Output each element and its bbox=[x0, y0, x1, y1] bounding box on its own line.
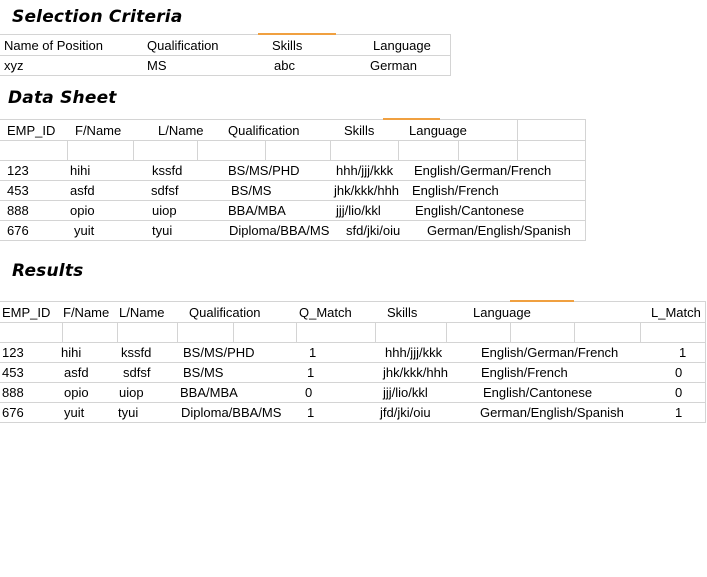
data-sheet-cell: sdfsf bbox=[151, 183, 179, 198]
selection-value-skills: abc bbox=[274, 58, 295, 73]
results-cell: 676 bbox=[2, 405, 24, 420]
data-sheet-cell: jhk/kkk/hhh bbox=[334, 183, 400, 198]
results-cell: jjj/lio/kkl bbox=[383, 385, 428, 400]
results-cell: 1 bbox=[309, 345, 317, 360]
results-cell: English/French bbox=[481, 365, 568, 380]
results-header-q-match: Q_Match bbox=[299, 305, 352, 320]
data-sheet-header-language: Language bbox=[409, 123, 467, 138]
data-sheet-header-qualification: Qualification bbox=[228, 123, 300, 138]
results-cell: uiop bbox=[119, 385, 144, 400]
data-sheet-cell: uiop bbox=[152, 203, 177, 218]
results-cell: asfd bbox=[64, 365, 89, 380]
results-cell: 1 bbox=[307, 365, 315, 380]
results-cell: BS/MS bbox=[183, 365, 224, 380]
results-cell: English/German/French bbox=[481, 345, 619, 360]
results-cell: Diploma/BBA/MS bbox=[181, 405, 282, 420]
results-cell: 1 bbox=[307, 405, 315, 420]
data-sheet-cell: BBA/MBA bbox=[228, 203, 286, 218]
data-sheet-cell: BS/MS/PHD bbox=[228, 163, 300, 178]
results-header-l-match: L_Match bbox=[651, 305, 701, 320]
selection-criteria-title: Selection Criteria bbox=[12, 7, 183, 27]
results-cell: BBA/MBA bbox=[180, 385, 238, 400]
data-sheet-cell: kssfd bbox=[152, 163, 183, 178]
results-cell: 0 bbox=[675, 385, 683, 400]
data-sheet-cell: German/English/Spanish bbox=[427, 223, 571, 238]
data-sheet-cell: English/German/French bbox=[414, 163, 552, 178]
results-cell: 888 bbox=[2, 385, 24, 400]
data-sheet-cell: 676 bbox=[7, 223, 29, 238]
results-cell: 1 bbox=[675, 405, 683, 420]
data-sheet-cell: English/Cantonese bbox=[415, 203, 525, 218]
results-header-skills: Skills bbox=[387, 305, 418, 320]
results-cell: sdfsf bbox=[123, 365, 151, 380]
data-sheet-cell: asfd bbox=[70, 183, 95, 198]
results-cell: German/English/Spanish bbox=[480, 405, 624, 420]
data-sheet-header-lname: L/Name bbox=[158, 123, 204, 138]
selection-header-position: Name of Position bbox=[4, 38, 103, 53]
results-cell: 0 bbox=[305, 385, 313, 400]
results-cell: opio bbox=[64, 385, 89, 400]
data-sheet-cell: hihi bbox=[70, 163, 91, 178]
results-cell: hihi bbox=[61, 345, 82, 360]
data-sheet-cell: BS/MS bbox=[231, 183, 272, 198]
results-cell: jhk/kkk/hhh bbox=[383, 365, 449, 380]
results-cell: BS/MS/PHD bbox=[183, 345, 255, 360]
results-cell: yuit bbox=[64, 405, 85, 420]
results-header-qualification: Qualification bbox=[189, 305, 261, 320]
data-sheet-header-emp-id: EMP_ID bbox=[7, 123, 56, 138]
selection-value-qualification: MS bbox=[147, 58, 167, 73]
results-header-emp-id: EMP_ID bbox=[2, 305, 51, 320]
data-sheet-cell: yuit bbox=[74, 223, 95, 238]
data-sheet-cell: opio bbox=[70, 203, 95, 218]
selection-value-language: German bbox=[370, 58, 417, 73]
selection-header-skills: Skills bbox=[272, 38, 303, 53]
results-cell: English/Cantonese bbox=[483, 385, 593, 400]
results-header-language: Language bbox=[473, 305, 531, 320]
data-sheet-cell: 123 bbox=[7, 163, 29, 178]
data-sheet-cell: Diploma/BBA/MS bbox=[229, 223, 330, 238]
results-cell: jfd/jki/oiu bbox=[380, 405, 431, 420]
results-cell: hhh/jjj/kkk bbox=[385, 345, 443, 360]
results-cell: 1 bbox=[679, 345, 687, 360]
data-sheet-cell: English/French bbox=[412, 183, 499, 198]
selection-header-qualification: Qualification bbox=[147, 38, 219, 53]
data-sheet-cell: 888 bbox=[7, 203, 29, 218]
data-sheet-cell: hhh/jjj/kkk bbox=[336, 163, 394, 178]
selection-value-position: xyz bbox=[4, 58, 24, 73]
results-title: Results bbox=[12, 261, 84, 281]
selection-header-language: Language bbox=[373, 38, 431, 53]
data-sheet-title: Data Sheet bbox=[8, 88, 117, 108]
data-sheet-header-skills: Skills bbox=[344, 123, 375, 138]
results-cell: tyui bbox=[118, 405, 139, 420]
data-sheet-cell: 453 bbox=[7, 183, 29, 198]
results-cell: 0 bbox=[675, 365, 683, 380]
results-header-fname: F/Name bbox=[63, 305, 110, 320]
results-header-lname: L/Name bbox=[119, 305, 165, 320]
data-sheet-header-fname: F/Name bbox=[75, 123, 122, 138]
results-cell: 453 bbox=[2, 365, 24, 380]
results-cell: 123 bbox=[2, 345, 24, 360]
results-cell: kssfd bbox=[121, 345, 152, 360]
data-sheet-cell: jjj/lio/kkl bbox=[336, 203, 381, 218]
data-sheet-cell: tyui bbox=[152, 223, 173, 238]
data-sheet-cell: sfd/jki/oiu bbox=[346, 223, 401, 238]
